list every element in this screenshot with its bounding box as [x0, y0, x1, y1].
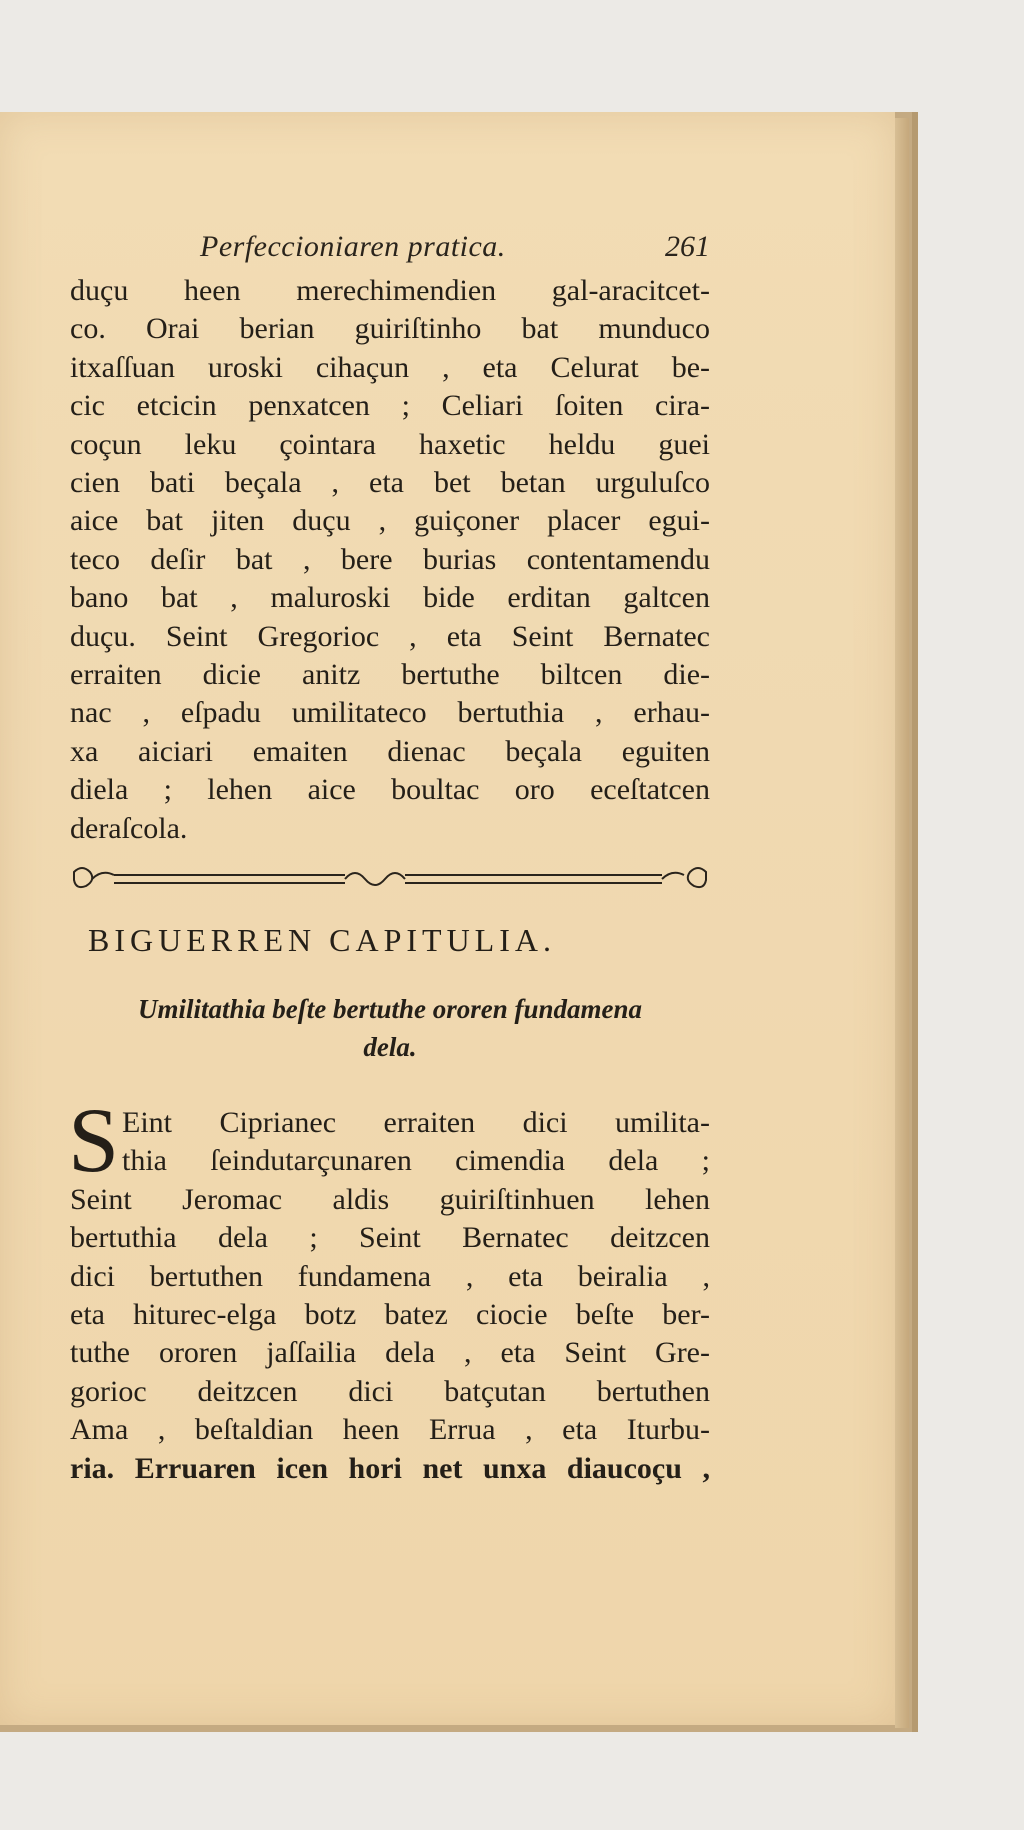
chapter-paragraph: [70, 1104, 710, 1488]
page-number: 261: [665, 230, 710, 263]
text-line: bertuthia dela ; Seint Bernatec deitzcen: [70, 1221, 710, 1255]
text-line: deraſcola.: [70, 811, 188, 845]
text-line: aice bat jiten duçu , guiçoner placer egui-: [70, 504, 710, 538]
text-line: gorioc deitzcen dici batçutan bertuthen: [70, 1374, 710, 1408]
text-line: eta hiturec-elga botz batez ciocie beſte ber-: [70, 1298, 710, 1332]
page-edge: [895, 118, 909, 1728]
text-line: tuthe ororen jaſſailia dela , eta Seint Gre-: [70, 1336, 710, 1370]
drop-cap: S: [68, 1089, 120, 1191]
ornamental-divider: [70, 862, 710, 896]
text-line: diela ; lehen aice boultac oro eceſtatcen: [70, 773, 710, 807]
subtitle-line: Umilitathia beſte bertuthe ororen fundamena: [137, 994, 643, 1024]
text-line: dici bertuthen fundamena , eta beiralia ,: [70, 1259, 710, 1293]
text-line: nac , eſpadu umilitateco bertuthia , erhau-: [70, 696, 710, 730]
text-line: xa aiciari emaiten dienac beçala eguiten: [70, 734, 710, 768]
subtitle-line: dela.: [363, 1032, 417, 1062]
text-line: cien bati beçala , eta bet betan urguluſco: [70, 466, 710, 500]
text-line: duçu heen merechimendien gal-aracitcet-: [70, 274, 710, 307]
text-line: bano bat , maluroski bide erditan galtcen: [70, 581, 710, 615]
text-line: erraiten dicie anitz bertuthe biltcen die-: [70, 658, 710, 692]
text-line: co. Orai berian guiriſtinho bat munduco: [70, 312, 710, 346]
chapter-heading: BIGUERREN CAPITULIA.: [88, 922, 556, 958]
running-title: Perfeccioniaren pratica.: [200, 230, 506, 263]
chapter-subtitle: [70, 990, 710, 1066]
text-line: Seint Jeromac aldis guiriſtinhuen lehen: [70, 1182, 710, 1216]
top-paragraph: [70, 272, 710, 848]
text-line: ria. Erruaren icen hori net unxa diaucoçu ,: [70, 1451, 710, 1485]
text-line: cic etcicin penxatcen ; Celiari ſoiten cira-: [70, 389, 710, 423]
text-line: thia ſeindutarçunaren cimendia dela ;: [122, 1144, 710, 1178]
text-line: teco deſir bat , bere burias contentamendu: [70, 542, 710, 576]
text-line: itxaſſuan uroski cihaçun , eta Celurat be-: [70, 350, 710, 384]
text-line: coçun leku çointara haxetic heldu guei: [70, 427, 710, 461]
text-line: Ama , beſtaldian heen Errua , eta Iturbu-: [70, 1413, 710, 1447]
text-line: duçu. Seint Gregorioc , eta Seint Bernatec: [70, 619, 710, 653]
text-line: Eint Ciprianec erraiten dici umilita-: [122, 1106, 710, 1139]
running-head: [200, 230, 710, 270]
